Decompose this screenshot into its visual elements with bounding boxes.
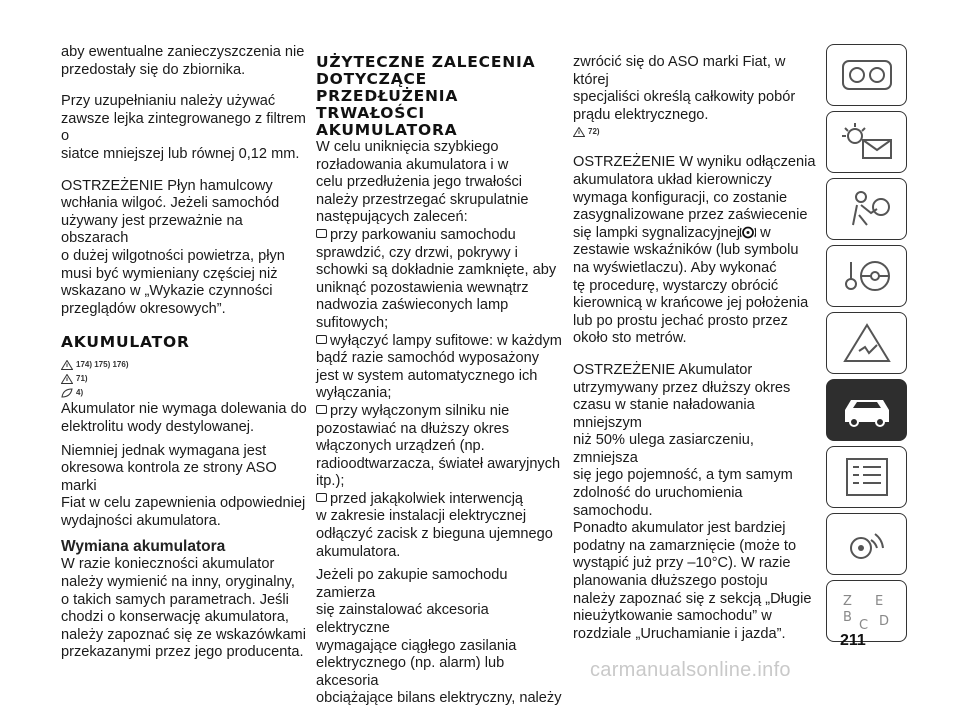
paragraph-accessories: Jeżeli po zakupie samochodu zamierza się zainstalować akcesoria elektryczne wymagające ciągłego zasilania elektrycznego (np. alarm) lub akcesoria obciążające bilans elektryczny, należy [316, 567, 562, 707]
warning-triangle-icon [61, 360, 73, 370]
warning-battery-sulfation: OSTRZEŻENIE Akumulator utrzymywany przez dłuższy okres czasu w stanie naładowania mniejszym niż 50% ulega zasiarczeniu, zmniejsza się jego pojemność, a tym samym zdolność do uruchomienia samochodu. Ponadto akumulator jest bardziej podatny na zamarznięcie (może to wystąpić już przy –10°C). W razie planowania dłuższego postoju należy zapoznać się z sekcją „Długie nieużytkowanie samochodu” w rozdziale „Uruchamianie i jazda”. [573, 361, 812, 642]
warning-road-icon [837, 321, 897, 365]
airbag-person-icon [837, 187, 897, 231]
car-dashboard-icon [837, 53, 897, 97]
bullet-icon [316, 493, 327, 502]
steering-warning-lamp-icon [740, 226, 756, 239]
section-heading-battery-tips: UŻYTECZNE ZALECENIA DOTYCZĄCE PRZEDŁUŻENIA TRWAŁOŚCI AKUMULATORA [316, 53, 536, 139]
paragraph-funnel: Przy uzupełnianiu należy używać zawsze lejka zintegrowanego z filtrem o siatce mniejszej lub równej 0,12 mm. [61, 93, 306, 162]
caution-triangle-icon [61, 374, 73, 384]
tab-safety[interactable] [826, 178, 907, 240]
bullet-icon [316, 335, 327, 344]
tab-lights[interactable] [826, 111, 907, 173]
column-1 [61, 44, 307, 662]
column-3 [573, 54, 819, 643]
svg-text:D: D [878, 614, 889, 629]
tab-multimedia[interactable] [826, 513, 907, 575]
key-steering-icon [837, 254, 897, 298]
watermark: carmanualsonline.info [590, 659, 791, 681]
svg-text:C: C [858, 618, 868, 633]
chapter-tabs [826, 44, 908, 647]
car-service-icon [837, 388, 897, 432]
environment-refs: 4) [61, 387, 307, 399]
svg-text:Z: Z [842, 594, 852, 609]
warning-triangle-icon [573, 127, 585, 137]
section-heading-battery: AKUMULATOR [61, 333, 190, 352]
paragraph-tips-intro: W celu uniknięcia szybkiego rozładowania akumulatora i w celu przedłużenia jego trwałości należy przestrzegać skrupulatnie następujących zaleceń: [316, 139, 529, 226]
tab-emergency[interactable] [826, 312, 907, 374]
warning-brake-fluid: OSTRZEŻENIE Płyn hamulcowy wchłania wilgoć. Jeżeli samochód używany jest przeważnie na obszarach o dużej wilgotności powietrza, płyn musi być wymieniany częściej niż wskazano w „Wykazie czynności przeglądów okresowych”. [61, 177, 285, 317]
warning-refs: 174) 175) 176) [61, 359, 307, 371]
list-item: przy wyłączonym silniku nie pozostawiać na dłuższy okres włączonych urządzeń (np. radioodtwarzacza, świateł awaryjnych itp.); [316, 402, 561, 490]
tab-starting-driving[interactable] [826, 245, 907, 307]
tab-dashboard[interactable] [826, 44, 907, 106]
index-letters-icon [837, 589, 897, 633]
specs-list-icon [837, 455, 897, 499]
subheading-battery-replacement: Wymiana akumulatora [61, 538, 226, 556]
bullet-icon [316, 229, 327, 238]
list-item: przy parkowaniu samochodu sprawdzić, czy drzwi, pokrywy i schowki są dokładnie zamknięte, aby uniknąć pozostawienia wewnątrz nadwozia zaświeconych lamp sufitowych; [316, 226, 557, 331]
paragraph-battery-maintenance: Akumulator nie wymaga dolewania do elektrolitu wody destylowanej. [61, 401, 307, 435]
environment-leaf-icon [61, 388, 73, 398]
paragraph-aso: zwrócić się do ASO marki Fiat, w której specjaliści określą całkowity pobór prądu elektrycznego. [573, 54, 796, 123]
paragraph-fluid-filter: aby ewentualne zanieczyszczenia nie przedostały się do zbiornika. [61, 44, 305, 78]
svg-text:B: B [842, 610, 852, 625]
warning-refs: 72) [573, 126, 819, 138]
column-2 [316, 54, 562, 708]
multimedia-icon [837, 522, 897, 566]
paragraph-battery-replacement: W razie konieczności akumulator należy wymienić na inny, oryginalny, o takich samych parametrach. Jeśli chodzi o konserwację akumulatora, należy zapoznać się ze wskazówkami przekazanymi przez jego producenta. [61, 556, 306, 661]
paragraph-battery-check: Niemniej jednak wymagana jest okresowa kontrola ze strony ASO marki Fiat w celu zapewnienia odpowiedniej wydajności akumulatora. [61, 442, 306, 529]
tab-index[interactable] [826, 580, 907, 642]
warning-steering-config: OSTRZEŻENIE W wyniku odłączenia akumulatora układ kierowniczy wymaga konfiguracji, co zostanie zasygnalizowane przez zaświecenie się lampki sygnalizacyjnej w zestawie wskaźników (lub symbolu na wyświetlaczu). Aby wykonać tę procedurę, wystarczy obrócić kierownicą w krańcowe jej położenia lub po prostu jechać prosto przez około sto metrów. [573, 154, 816, 347]
caution-refs: 71) [61, 373, 307, 385]
light-mail-icon [837, 120, 897, 164]
svg-text:E: E [874, 594, 883, 609]
tab-technical-data[interactable] [826, 446, 907, 508]
page-number: 211 [840, 632, 866, 649]
tab-service-maintenance[interactable] [826, 379, 907, 441]
list-item: wyłączyć lampy sufitowe: w każdym bądź razie samochód wyposażony jest w system automatycznego ich wyłączania; [316, 332, 562, 402]
bullet-icon [316, 405, 327, 414]
list-item: przed jakąkolwiek interwencją w zakresie instalacji elektrycznej odłączyć zacisk z bieguna ujemnego akumulatora. [316, 490, 553, 560]
